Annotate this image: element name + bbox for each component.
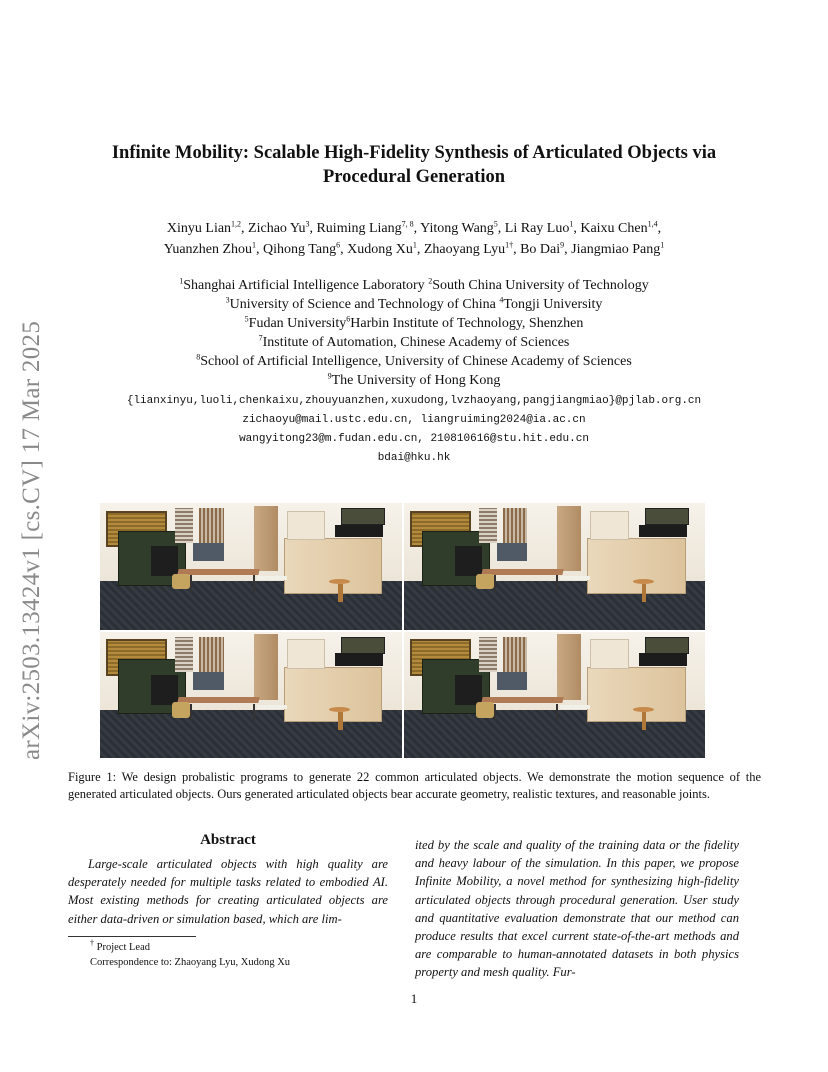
- author-line-1: Xinyu Lian$^{1,2}$, Zichao Yu$^3$, Ruiming Liang$^{7, 8}$, Yitong Wang$^5$, Li Ray Luo$^1$, Kaixu Chen$^{1,4}$,: [166, 219, 662, 236]
- author-name: Ruiming Liang: [316, 221, 402, 236]
- figure-1-render-grid: [100, 503, 705, 758]
- abstract-right-column: ited by the scale and quality of the training data or the fidelity and heavy labour of the simulation. In this paper, we propose Infinite Mobility, a novel method for synthesizing high-fidelity articulated objects through procedural generation. User study and quantitative evaluation demonstrate that our method can produce results that excel current state-of-the-art methods and are comparable to human-annotated datasets in both physics property and mesh quality. Fur-: [415, 838, 739, 980]
- affiliation-list: [60, 276, 768, 390]
- author-name: Qihong Tang: [263, 242, 337, 257]
- arxiv-side-stamp: arXiv:2503.13424v1 [cs.CV] 17 Mar 2025: [18, 320, 45, 760]
- footnote-project-lead: † Project Lead: [90, 938, 150, 953]
- paper-title: [60, 141, 768, 189]
- author-name: Yuanzhen Zhou: [163, 242, 253, 257]
- affiliation-line: $^7$Institute of Automation, Chinese Academy of Sciences: [258, 333, 570, 350]
- author-name: Zhaoyang Lyu: [423, 242, 506, 257]
- author-name: Xudong Xu: [347, 242, 413, 257]
- author-line-2: Yuanzhen Zhou$^1$, Qihong Tang$^6$, Xudong Xu$^1$, Zhaoyang Lyu$^{1\dagger}$, Bo Dai$^9$, Jiangmiao Pang$^1$: [163, 240, 665, 257]
- scene-render: [404, 503, 706, 630]
- email-line: {lianxinyu,luoli,chenkaixu,zhouyuanzhen,xuxudong,lvzhaoyang,pangjiangmiao}@pjlab.org.cn: [126, 395, 702, 407]
- title-line-1: Infinite Mobility: Scalable High-Fidelity Synthesis of Articulated Objects via: [111, 143, 717, 163]
- figure-1-caption: Figure 1: We design probalistic programs to generate 22 common articulated objects. We demonstrate the motion sequence of the generated articulated objects. Ours generated articulated objects bear accurate geometry, realistic textures, and reasonable joints.: [68, 770, 761, 801]
- author-name: Bo Dai: [520, 242, 561, 257]
- affiliation-line: $^9$The University of Hong Kong: [327, 371, 501, 388]
- author-name: Yitong Wang: [420, 221, 494, 236]
- email-line: bdai@hku.hk: [377, 452, 451, 464]
- author-name: Jiangmiao Pang: [571, 242, 661, 257]
- title-line-2: Procedural Generation: [322, 167, 506, 187]
- footnote-correspondence: Correspondence to: Zhaoyang Lyu, Xudong Xu: [90, 957, 291, 968]
- email-line: wangyitong23@m.fudan.edu.cn, 210810616@stu.hit.edu.cn: [239, 433, 589, 445]
- affiliation-line: $^8$School of Artificial Intelligence, University of Chinese Academy of Sciences: [196, 352, 632, 369]
- abstract-heading: Abstract: [200, 832, 256, 848]
- abstract-left-column: [68, 832, 388, 928]
- author-name: Xinyu Lian: [166, 221, 232, 236]
- abstract-text: Large-scale articulated objects with high quality are desperately needed for multiple tasks related to embodied AI. Most existing methods for creating articulated objects are either data-driven or simulation based, which are lim-: [68, 857, 388, 926]
- author-name: Kaixu Chen: [580, 221, 648, 236]
- affiliation-line: $^1$Shanghai Artificial Intelligence Laboratory $^2$South China University of Technology: [179, 276, 649, 293]
- email-line: zichaoyu@mail.ustc.edu.cn, liangruiming2024@ia.ac.cn: [242, 414, 586, 426]
- author-name: Li Ray Luo: [504, 221, 570, 236]
- author-name: Zichao Yu: [248, 221, 306, 236]
- page-number: 1: [410, 991, 418, 1006]
- email-list: [40, 392, 788, 468]
- affiliation-line: $^3$University of Science and Technology of China $^4$Tongji University: [225, 295, 603, 312]
- footnotes: [90, 940, 390, 970]
- scene-render: [100, 503, 402, 630]
- scene-render: [404, 632, 706, 759]
- footnote-divider: [68, 936, 196, 937]
- affiliation-line: $^5$Fudan University$^6$Harbin Institute of Technology, Shenzhen: [244, 314, 584, 331]
- scene-render: [100, 632, 402, 759]
- author-list: [60, 218, 768, 260]
